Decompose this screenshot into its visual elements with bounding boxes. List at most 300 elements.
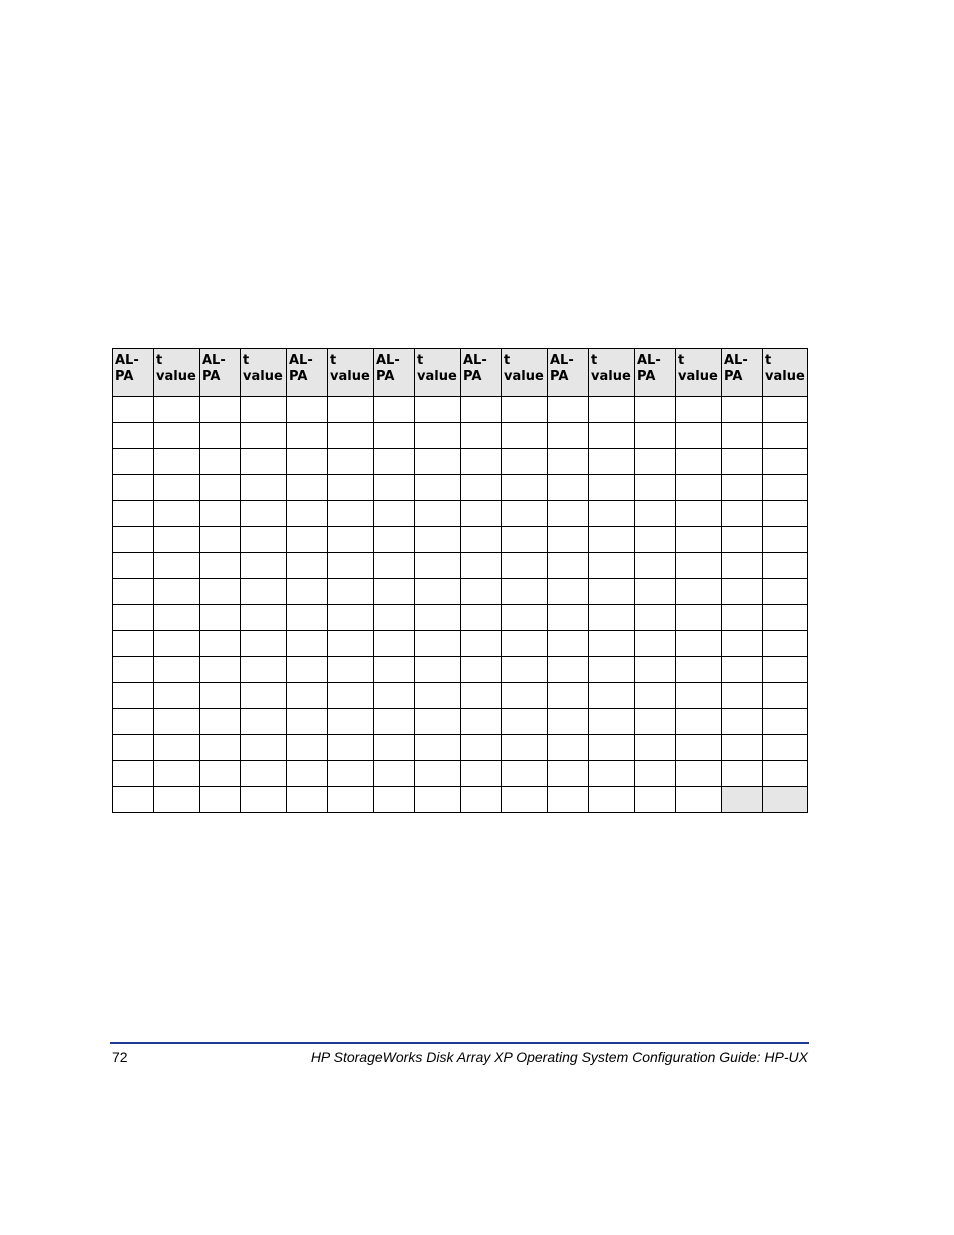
table-cell [241,631,287,657]
table-cell [154,579,200,605]
table-row [113,553,808,579]
table-cell [154,449,200,475]
table-cell [548,449,589,475]
table-cell [200,579,241,605]
table-cell [763,553,808,579]
column-header-al-pa [200,349,241,397]
table-cell [287,397,328,423]
table-cell [722,709,763,735]
table-cell [548,735,589,761]
table-cell [374,553,415,579]
table-cell [502,397,548,423]
column-header-t-value [154,349,200,397]
column-header-text: AL- [115,353,139,368]
table-cell [548,761,589,787]
table-cell [461,579,502,605]
table-cell [502,475,548,501]
column-header-text: AL- [550,353,574,368]
table-cell [589,397,635,423]
table-cell [328,423,374,449]
table-cell [241,423,287,449]
table-cell [113,605,154,631]
table-cell [328,735,374,761]
column-header-text: PA [115,369,134,384]
column-header-al-pa [287,349,328,397]
table-cell [548,397,589,423]
table-cell [200,709,241,735]
table-cell [722,527,763,553]
table-body [113,397,808,813]
table-cell [154,761,200,787]
table-cell [374,683,415,709]
table-cell [241,397,287,423]
table-cell [676,735,722,761]
table-cell [113,683,154,709]
table-cell [200,605,241,631]
column-header-text: t [678,353,685,368]
table-cell [328,761,374,787]
table-cell [763,475,808,501]
table-cell [328,553,374,579]
column-header-al-pa [113,349,154,397]
table-cell [635,735,676,761]
table-cell [548,579,589,605]
table-cell [722,683,763,709]
table-cell [461,761,502,787]
table-cell [241,527,287,553]
table-cell [154,709,200,735]
column-header-t-value [241,349,287,397]
table-cell [763,761,808,787]
table-cell [589,527,635,553]
column-header-text: value [417,369,457,384]
table-cell [287,579,328,605]
table-cell [374,501,415,527]
table-cell [287,735,328,761]
table-row [113,397,808,423]
table-cell [502,657,548,683]
table-cell [287,501,328,527]
footer-title: HP StorageWorks Disk Array XP Operating System Configuration Guide: HP-UX [310,1049,808,1065]
table-cell [328,683,374,709]
table-cell [502,605,548,631]
column-header-al-pa [374,349,415,397]
table-cell [763,709,808,735]
table-cell [154,553,200,579]
table-cell [113,397,154,423]
column-header-text: PA [724,369,743,384]
table-cell [328,631,374,657]
table-cell [461,709,502,735]
table-cell [502,449,548,475]
table-cell [287,683,328,709]
table-cell [328,787,374,813]
table-cell [589,761,635,787]
table-cell [200,423,241,449]
table-cell [676,501,722,527]
table-cell [287,605,328,631]
table-cell [415,735,461,761]
table-cell [763,397,808,423]
table-cell [461,423,502,449]
table-cell [287,787,328,813]
table-cell [374,579,415,605]
table-cell [589,605,635,631]
table-cell [241,475,287,501]
table-row [113,787,808,813]
table-cell [287,449,328,475]
table-cell [635,761,676,787]
column-header-text: AL- [202,353,226,368]
table-cell [461,475,502,501]
table-cell [328,475,374,501]
table-cell [589,631,635,657]
table-cell [461,735,502,761]
table-cell [635,423,676,449]
table-row [113,735,808,761]
table-cell [676,553,722,579]
table-cell [676,605,722,631]
table-cell [763,449,808,475]
table-cell [635,553,676,579]
table-cell [548,683,589,709]
table-cell [635,579,676,605]
column-header-text: t [417,353,424,368]
table-cell [241,501,287,527]
table-cell [763,787,808,813]
table-cell [200,787,241,813]
table-cell [415,709,461,735]
table-cell [241,657,287,683]
table-cell [374,761,415,787]
column-header-text: value [591,369,631,384]
table-cell [461,631,502,657]
column-header-text: value [765,369,805,384]
table-cell [502,553,548,579]
table-cell [287,553,328,579]
column-header-text: value [156,369,196,384]
table-cell [328,709,374,735]
table-cell [415,605,461,631]
table-cell [374,605,415,631]
column-header-text: t [591,353,598,368]
column-header-text: AL- [289,353,313,368]
table-cell [415,423,461,449]
column-header-text: value [504,369,544,384]
table-cell [676,449,722,475]
table-cell [374,709,415,735]
table-cell [635,709,676,735]
table-row [113,605,808,631]
table-cell [676,657,722,683]
table-row [113,449,808,475]
table-cell [113,527,154,553]
table-cell [548,631,589,657]
table-cell [589,475,635,501]
column-header-al-pa [461,349,502,397]
table-cell [635,683,676,709]
column-header-text: t [765,353,772,368]
table-cell [502,527,548,553]
table-cell [589,501,635,527]
table-cell [589,449,635,475]
table-cell [502,761,548,787]
table-cell [548,527,589,553]
table-cell [154,423,200,449]
table-cell [374,423,415,449]
table-row [113,423,808,449]
table-cell [635,397,676,423]
table-cell [200,501,241,527]
table-row [113,501,808,527]
column-header-text: t [156,353,163,368]
table-cell [154,631,200,657]
table-cell [763,735,808,761]
table-cell [635,605,676,631]
table-cell [113,553,154,579]
column-header-al-pa [548,349,589,397]
column-header-text: value [243,369,283,384]
column-header-t-value [589,349,635,397]
table-cell [200,475,241,501]
table-cell [241,761,287,787]
table-cell [548,605,589,631]
column-header-text: PA [202,369,221,384]
table-cell [328,449,374,475]
table-cell [374,449,415,475]
table-row [113,527,808,553]
column-header-text: value [330,369,370,384]
table-cell [154,475,200,501]
table-row [113,579,808,605]
table-row [113,657,808,683]
table-cell [328,397,374,423]
table-cell [113,735,154,761]
table-cell [722,553,763,579]
table-row [113,475,808,501]
table-cell [154,657,200,683]
table-cell [241,579,287,605]
table-cell [113,709,154,735]
table-cell [635,787,676,813]
table-cell [763,683,808,709]
table-cell [374,631,415,657]
table-cell [676,527,722,553]
table-cell [461,787,502,813]
table-cell [676,787,722,813]
table-cell [113,631,154,657]
table-cell [287,423,328,449]
table-cell [374,735,415,761]
table-cell [635,501,676,527]
table-cell [287,761,328,787]
table-cell [763,631,808,657]
table-cell [548,475,589,501]
table-cell [200,527,241,553]
table-cell [635,657,676,683]
table-cell [502,683,548,709]
table-cell [113,787,154,813]
table-cell [548,423,589,449]
table-cell [328,605,374,631]
table-cell [200,735,241,761]
column-header-al-pa [635,349,676,397]
table-cell [722,475,763,501]
table-cell [722,397,763,423]
table-cell [415,657,461,683]
table-cell [461,397,502,423]
table-cell [589,553,635,579]
table-cell [374,787,415,813]
table-cell [113,475,154,501]
table-cell [722,423,763,449]
table-cell [200,683,241,709]
table-cell [415,553,461,579]
table-cell [502,631,548,657]
table-cell [415,683,461,709]
table-cell [374,397,415,423]
table-cell [113,423,154,449]
column-header-text: PA [550,369,569,384]
table-cell [589,735,635,761]
table-row [113,709,808,735]
table-row [113,631,808,657]
table-cell [676,683,722,709]
footer-rule [110,1042,809,1044]
table-cell [241,449,287,475]
table-cell [328,579,374,605]
table-cell [548,553,589,579]
table-cell [722,605,763,631]
al-pa-table [112,348,808,813]
table-cell [502,709,548,735]
table-cell [200,657,241,683]
column-header-text: PA [463,369,482,384]
table-cell [676,709,722,735]
column-header-text: value [678,369,718,384]
table-cell [763,579,808,605]
table-cell [200,761,241,787]
table-cell [241,605,287,631]
table-cell [502,423,548,449]
table-cell [676,631,722,657]
table-cell [415,527,461,553]
table-row [113,761,808,787]
table-cell [200,631,241,657]
table-cell [415,787,461,813]
table-cell [722,735,763,761]
table-row [113,683,808,709]
table-header-row [113,349,808,397]
table-cell [241,683,287,709]
table-cell [287,475,328,501]
table-cell [241,787,287,813]
column-header-text: PA [289,369,308,384]
column-header-t-value [328,349,374,397]
column-header-text: t [330,353,337,368]
table-cell [763,605,808,631]
table-cell [154,787,200,813]
table-cell [763,657,808,683]
table-cell [154,683,200,709]
table-cell [676,761,722,787]
table-cell [241,709,287,735]
table-cell [502,501,548,527]
column-header-text: AL- [376,353,400,368]
table-cell [461,683,502,709]
table-cell [287,657,328,683]
table-cell [415,579,461,605]
table-cell [589,709,635,735]
table-cell [328,527,374,553]
table-cell [200,397,241,423]
table-cell [635,631,676,657]
table-cell [763,501,808,527]
table-cell [548,501,589,527]
table-cell [287,709,328,735]
table-cell [328,657,374,683]
table-cell [635,449,676,475]
table-cell [589,657,635,683]
table-cell [502,787,548,813]
table-cell [154,735,200,761]
table-cell [241,553,287,579]
column-header-t-value [415,349,461,397]
column-header-text: AL- [463,353,487,368]
column-header-text: t [243,353,250,368]
column-header-text: PA [637,369,656,384]
table-cell [374,475,415,501]
column-header-al-pa [722,349,763,397]
table-cell [635,475,676,501]
table-cell [461,501,502,527]
table-cell [589,579,635,605]
table-cell [287,527,328,553]
table-cell [113,501,154,527]
table-cell [374,527,415,553]
table-cell [676,475,722,501]
table-cell [415,501,461,527]
table-cell [722,501,763,527]
table-cell [548,787,589,813]
table-cell [548,709,589,735]
page-number: 72 [112,1049,128,1065]
table-cell [287,631,328,657]
table-cell [635,527,676,553]
table-cell [154,501,200,527]
table-cell [676,579,722,605]
table-cell [328,501,374,527]
table-cell [589,787,635,813]
table-cell [722,449,763,475]
table-cell [415,631,461,657]
table-cell [676,397,722,423]
column-header-text: t [504,353,511,368]
table-cell [763,423,808,449]
table-cell [461,605,502,631]
table-cell [722,657,763,683]
table-cell [113,657,154,683]
table-cell [374,657,415,683]
table-cell [589,423,635,449]
table-cell [154,527,200,553]
table-cell [676,423,722,449]
table-cell [461,553,502,579]
table-cell [241,735,287,761]
table-cell [502,735,548,761]
table-cell [502,579,548,605]
table-cell [722,579,763,605]
